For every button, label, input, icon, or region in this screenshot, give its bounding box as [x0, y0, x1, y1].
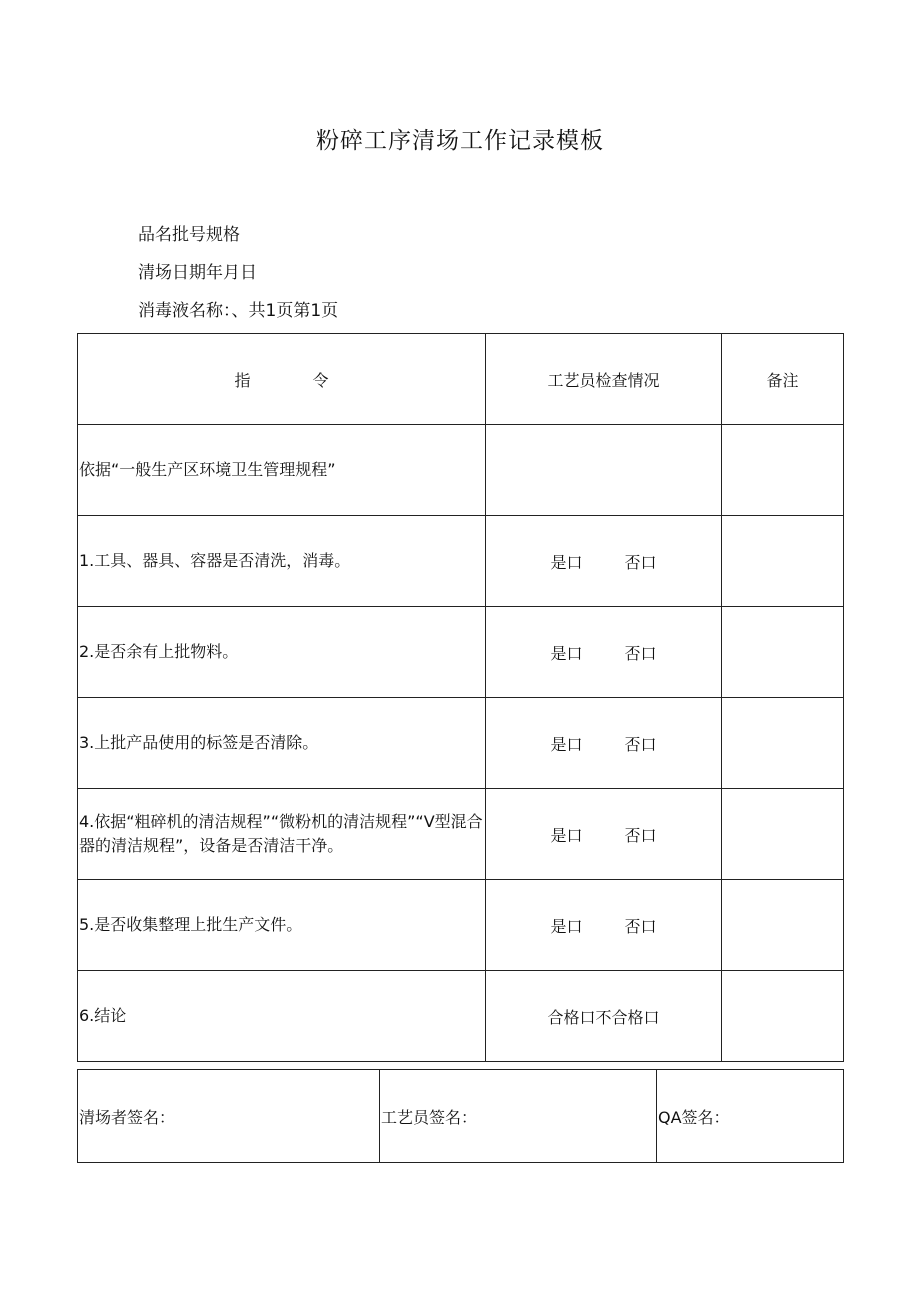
row-check-cell — [486, 516, 722, 607]
no-checkbox[interactable]: 否口 — [624, 916, 657, 936]
header-instruction-part1: 指 — [234, 370, 251, 390]
table-header-row — [78, 334, 844, 425]
row-remarks-cell[interactable] — [722, 425, 844, 516]
yes-checkbox[interactable]: 是口 — [550, 916, 583, 936]
table-row — [78, 698, 844, 789]
row-remarks-cell[interactable] — [722, 607, 844, 698]
product-info-line: 品名批号规格 — [138, 225, 240, 245]
row-instruction: 1.工具、器具、容器是否清洗，消毒。 — [78, 516, 486, 607]
cleaning-record-table — [77, 333, 844, 1062]
signature-row — [78, 1070, 844, 1163]
row-instruction: 2.是否余有上批物料。 — [78, 607, 486, 698]
table-row — [78, 516, 844, 607]
row-check-cell — [486, 880, 722, 971]
table-row — [78, 789, 844, 880]
row-instruction: 5.是否收集整理上批生产文件。 — [78, 880, 486, 971]
yes-checkbox[interactable]: 是口 — [550, 825, 583, 845]
row-instruction: 4.依据“粗碎机的清洁规程”“微粉机的清洁规程”“V型混合器的清洁规程”，设备是否清洁干净。 — [78, 789, 486, 880]
row-check-cell — [486, 698, 722, 789]
row-remarks-cell[interactable] — [722, 971, 844, 1062]
row-remarks-cell[interactable] — [722, 516, 844, 607]
row-remarks-cell[interactable] — [722, 698, 844, 789]
no-checkbox[interactable]: 否口 — [624, 552, 657, 572]
header-remarks: 备注 — [722, 334, 844, 425]
no-checkbox[interactable]: 否口 — [624, 825, 657, 845]
row-instruction: 依据“一般生产区环境卫生管理规程” — [78, 425, 486, 516]
header-instruction-part2: 令 — [312, 370, 329, 390]
header-inspection: 工艺员检查情况 — [486, 334, 722, 425]
row-check-cell — [486, 789, 722, 880]
yes-checkbox[interactable]: 是口 — [550, 643, 583, 663]
row-instruction: 3.上批产品使用的标签是否清除。 — [78, 698, 486, 789]
row-remarks-cell[interactable] — [722, 880, 844, 971]
cleaner-signature-field[interactable]: 清场者签名： — [78, 1070, 380, 1163]
signature-table — [77, 1069, 844, 1163]
no-checkbox[interactable]: 否口 — [624, 643, 657, 663]
table-row — [78, 971, 844, 1062]
row-instruction: 6.结论 — [78, 971, 486, 1062]
clearance-date-line: 清场日期年月日 — [138, 263, 257, 283]
header-instruction — [78, 334, 486, 425]
row-check-cell[interactable] — [486, 425, 722, 516]
yes-checkbox[interactable]: 是口 — [550, 552, 583, 572]
table-row — [78, 607, 844, 698]
yes-checkbox[interactable]: 是口 — [550, 734, 583, 754]
table-row — [78, 425, 844, 516]
table-row — [78, 880, 844, 971]
row-check-cell — [486, 607, 722, 698]
disinfectant-line: 消毒液名称：、共1页第1页 — [138, 301, 339, 321]
no-checkbox[interactable]: 否口 — [624, 734, 657, 754]
technician-signature-field[interactable]: 工艺员签名： — [380, 1070, 657, 1163]
row-remarks-cell[interactable] — [722, 789, 844, 880]
conclusion-checkbox[interactable]: 合格口不合格口 — [486, 971, 722, 1062]
page-title: 粉碎工序清场工作记录模板 — [316, 128, 604, 154]
qa-signature-field[interactable]: QA签名： — [657, 1070, 844, 1163]
